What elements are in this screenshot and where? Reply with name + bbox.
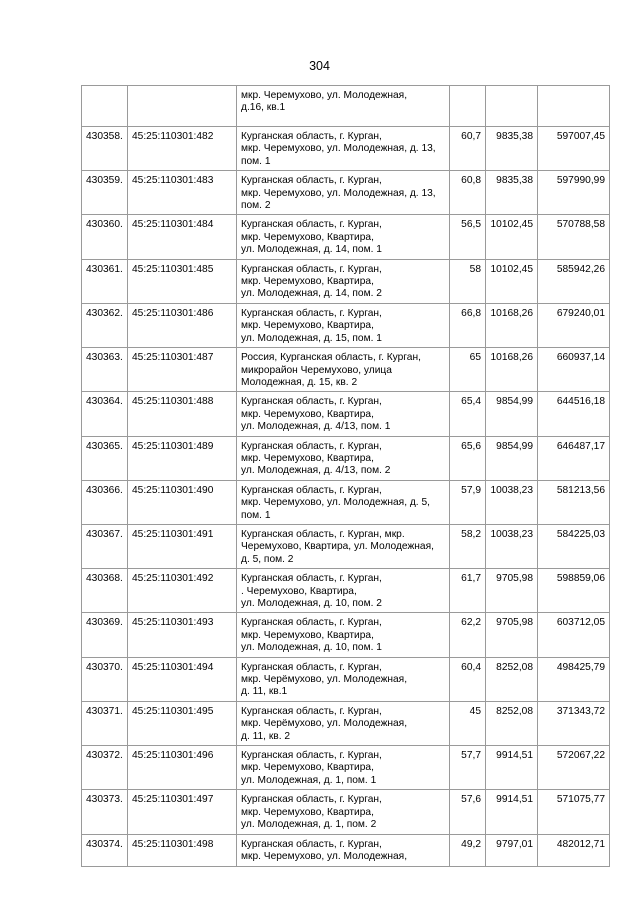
cadastral-number-cell: 45:25:110301:495 xyxy=(128,701,237,745)
cadastral-number-cell: 45:25:110301:493 xyxy=(128,613,237,657)
row-number-cell: 430373. xyxy=(82,790,128,834)
table-row xyxy=(82,834,610,866)
cadastral-number-cell xyxy=(128,86,237,127)
address-cell: Курганская область, г. Курган, мкр. Черемухово, Квартира, ул. Молодежная, д. 1, пом. 2 xyxy=(237,790,450,834)
address-cell: мкр. Черемухово, ул. Молодежная, д.16, кв.1 xyxy=(237,86,450,127)
address-cell: Курганская область, г. Курган, мкр. Черемухово, ул. Молодежная, xyxy=(237,834,450,866)
address-cell: Курганская область, г. Курган, мкр. Черемухово, Квартира, ул. Молодежная, д. 4/13, пом. 1 xyxy=(237,392,450,436)
cadastral-number-cell: 45:25:110301:496 xyxy=(128,746,237,790)
cadastral-number-cell: 45:25:110301:489 xyxy=(128,436,237,480)
cadastral-value-cell: 570788,58 xyxy=(538,215,610,259)
table-row xyxy=(82,303,610,347)
cadastral-value-cell: 598859,06 xyxy=(538,569,610,613)
price-per-unit-cell: 9854,99 xyxy=(486,436,538,480)
row-number-cell xyxy=(82,86,128,127)
price-per-unit-cell: 10168,26 xyxy=(486,348,538,392)
price-per-unit-cell: 9854,99 xyxy=(486,392,538,436)
cadastral-number-cell: 45:25:110301:488 xyxy=(128,392,237,436)
address-cell: Курганская область, г. Курган, мкр. Черемухово, ул. Молодежная, д. 13, пом. 1 xyxy=(237,127,450,171)
cadastral-value-cell: 571075,77 xyxy=(538,790,610,834)
table-body xyxy=(82,86,610,867)
cadastral-value-cell: 646487,17 xyxy=(538,436,610,480)
cadastral-value-cell: 572067,22 xyxy=(538,746,610,790)
area-cell: 58 xyxy=(450,259,486,303)
row-number-cell: 430365. xyxy=(82,436,128,480)
cadastral-value-cell: 597990,99 xyxy=(538,171,610,215)
cadastral-value-cell: 660937,14 xyxy=(538,348,610,392)
row-number-cell: 430359. xyxy=(82,171,128,215)
price-per-unit-cell: 10102,45 xyxy=(486,215,538,259)
area-cell: 65,4 xyxy=(450,392,486,436)
cadastral-number-cell: 45:25:110301:494 xyxy=(128,657,237,701)
price-per-unit-cell: 10038,23 xyxy=(486,524,538,568)
row-number-cell: 430362. xyxy=(82,303,128,347)
cadastral-value-cell: 371343,72 xyxy=(538,701,610,745)
cadastral-number-cell: 45:25:110301:482 xyxy=(128,127,237,171)
area-cell: 49,2 xyxy=(450,834,486,866)
cadastral-value-cell: 603712,05 xyxy=(538,613,610,657)
row-number-cell: 430361. xyxy=(82,259,128,303)
price-per-unit-cell: 10102,45 xyxy=(486,259,538,303)
area-cell: 65 xyxy=(450,348,486,392)
address-cell: Курганская область, г. Курган, мкр. Черёмухово, ул. Молодежная, д. 11, кв.1 xyxy=(237,657,450,701)
row-number-cell: 430358. xyxy=(82,127,128,171)
page-number: 304 xyxy=(309,59,330,73)
address-cell: Россия, Курганская область, г. Курган, микрорайон Черемухово, улица Молодежная, д. 15, кв. 2 xyxy=(237,348,450,392)
table-row xyxy=(82,86,610,127)
table-row xyxy=(82,746,610,790)
price-per-unit-cell: 10168,26 xyxy=(486,303,538,347)
cadastral-number-cell: 45:25:110301:492 xyxy=(128,569,237,613)
table-row xyxy=(82,790,610,834)
area-cell: 56,5 xyxy=(450,215,486,259)
table-row xyxy=(82,392,610,436)
price-per-unit-cell: 9914,51 xyxy=(486,746,538,790)
cadastral-value-cell: 597007,45 xyxy=(538,127,610,171)
table-row xyxy=(82,613,610,657)
cadastral-number-cell: 45:25:110301:490 xyxy=(128,480,237,524)
row-number-cell: 430367. xyxy=(82,524,128,568)
cadastral-number-cell: 45:25:110301:487 xyxy=(128,348,237,392)
address-cell: Курганская область, г. Курган, мкр. Черемухово, Квартира, ул. Молодежная, д. 15, пом. 1 xyxy=(237,303,450,347)
area-cell: 60,8 xyxy=(450,171,486,215)
cadastral-value-cell xyxy=(538,86,610,127)
cadastral-number-cell: 45:25:110301:498 xyxy=(128,834,237,866)
price-per-unit-cell: 8252,08 xyxy=(486,657,538,701)
row-number-cell: 430371. xyxy=(82,701,128,745)
table-row xyxy=(82,480,610,524)
area-cell: 58,2 xyxy=(450,524,486,568)
table-row xyxy=(82,348,610,392)
table-row xyxy=(82,569,610,613)
price-per-unit-cell: 10038,23 xyxy=(486,480,538,524)
row-number-cell: 430360. xyxy=(82,215,128,259)
area-cell: 61,7 xyxy=(450,569,486,613)
address-cell: Курганская область, г. Курган, мкр. Черемухово, Квартира, ул. Молодежная, д. 14, пом. 1 xyxy=(237,215,450,259)
area-cell: 66,8 xyxy=(450,303,486,347)
table-row xyxy=(82,657,610,701)
row-number-cell: 430374. xyxy=(82,834,128,866)
property-table xyxy=(81,85,610,867)
row-number-cell: 430364. xyxy=(82,392,128,436)
price-per-unit-cell: 9705,98 xyxy=(486,569,538,613)
address-cell: Курганская область, г. Курган, мкр. Черемухово, Квартира, ул. Молодежная, д. 4/13, пом. 2 xyxy=(237,436,450,480)
area-cell: 57,6 xyxy=(450,790,486,834)
area-cell: 60,7 xyxy=(450,127,486,171)
address-cell: Курганская область, г. Курган, мкр. Черемухово, ул. Молодежная, д. 5, пом. 1 xyxy=(237,480,450,524)
row-number-cell: 430366. xyxy=(82,480,128,524)
cadastral-number-cell: 45:25:110301:497 xyxy=(128,790,237,834)
table-row xyxy=(82,524,610,568)
cadastral-number-cell: 45:25:110301:485 xyxy=(128,259,237,303)
table-row xyxy=(82,436,610,480)
price-per-unit-cell: 8252,08 xyxy=(486,701,538,745)
table-row xyxy=(82,701,610,745)
price-per-unit-cell: 9705,98 xyxy=(486,613,538,657)
area-cell: 60,4 xyxy=(450,657,486,701)
area-cell: 45 xyxy=(450,701,486,745)
table-row xyxy=(82,259,610,303)
price-per-unit-cell xyxy=(486,86,538,127)
address-cell: Курганская область, г. Курган, мкр. Черемухово, ул. Молодежная, д. 13, пом. 2 xyxy=(237,171,450,215)
row-number-cell: 430370. xyxy=(82,657,128,701)
cadastral-number-cell: 45:25:110301:491 xyxy=(128,524,237,568)
row-number-cell: 430363. xyxy=(82,348,128,392)
area-cell: 57,7 xyxy=(450,746,486,790)
address-cell: Курганская область, г. Курган, . Черемухово, Квартира, ул. Молодежная, д. 10, пом. 2 xyxy=(237,569,450,613)
cadastral-value-cell: 679240,01 xyxy=(538,303,610,347)
area-cell: 65,6 xyxy=(450,436,486,480)
cadastral-number-cell: 45:25:110301:483 xyxy=(128,171,237,215)
table-row xyxy=(82,171,610,215)
cadastral-value-cell: 585942,26 xyxy=(538,259,610,303)
address-cell: Курганская область, г. Курган, мкр. Черемухово, Квартира, ул. Молодежная, д. 14, пом. 2 xyxy=(237,259,450,303)
area-cell: 62,2 xyxy=(450,613,486,657)
area-cell: 57,9 xyxy=(450,480,486,524)
price-per-unit-cell: 9797,01 xyxy=(486,834,538,866)
cadastral-number-cell: 45:25:110301:484 xyxy=(128,215,237,259)
address-cell: Курганская область, г. Курган, мкр. Черемухово, Квартира, ул. Молодежная, д. 10, пом. 1 xyxy=(237,613,450,657)
cadastral-value-cell: 581213,56 xyxy=(538,480,610,524)
price-per-unit-cell: 9914,51 xyxy=(486,790,538,834)
cadastral-number-cell: 45:25:110301:486 xyxy=(128,303,237,347)
table-row xyxy=(82,215,610,259)
row-number-cell: 430369. xyxy=(82,613,128,657)
cadastral-value-cell: 482012,71 xyxy=(538,834,610,866)
cadastral-value-cell: 644516,18 xyxy=(538,392,610,436)
address-cell: Курганская область, г. Курган, мкр. Черемухово, Квартира, ул. Молодежная, д. 5, пом. 2 xyxy=(237,524,450,568)
price-per-unit-cell: 9835,38 xyxy=(486,171,538,215)
row-number-cell: 430368. xyxy=(82,569,128,613)
cadastral-value-cell: 498425,79 xyxy=(538,657,610,701)
row-number-cell: 430372. xyxy=(82,746,128,790)
address-cell: Курганская область, г. Курган, мкр. Черёмухово, ул. Молодежная, д. 11, кв. 2 xyxy=(237,701,450,745)
cadastral-value-cell: 584225,03 xyxy=(538,524,610,568)
price-per-unit-cell: 9835,38 xyxy=(486,127,538,171)
address-cell: Курганская область, г. Курган, мкр. Черемухово, Квартира, ул. Молодежная, д. 1, пом. 1 xyxy=(237,746,450,790)
table-row xyxy=(82,127,610,171)
area-cell xyxy=(450,86,486,127)
